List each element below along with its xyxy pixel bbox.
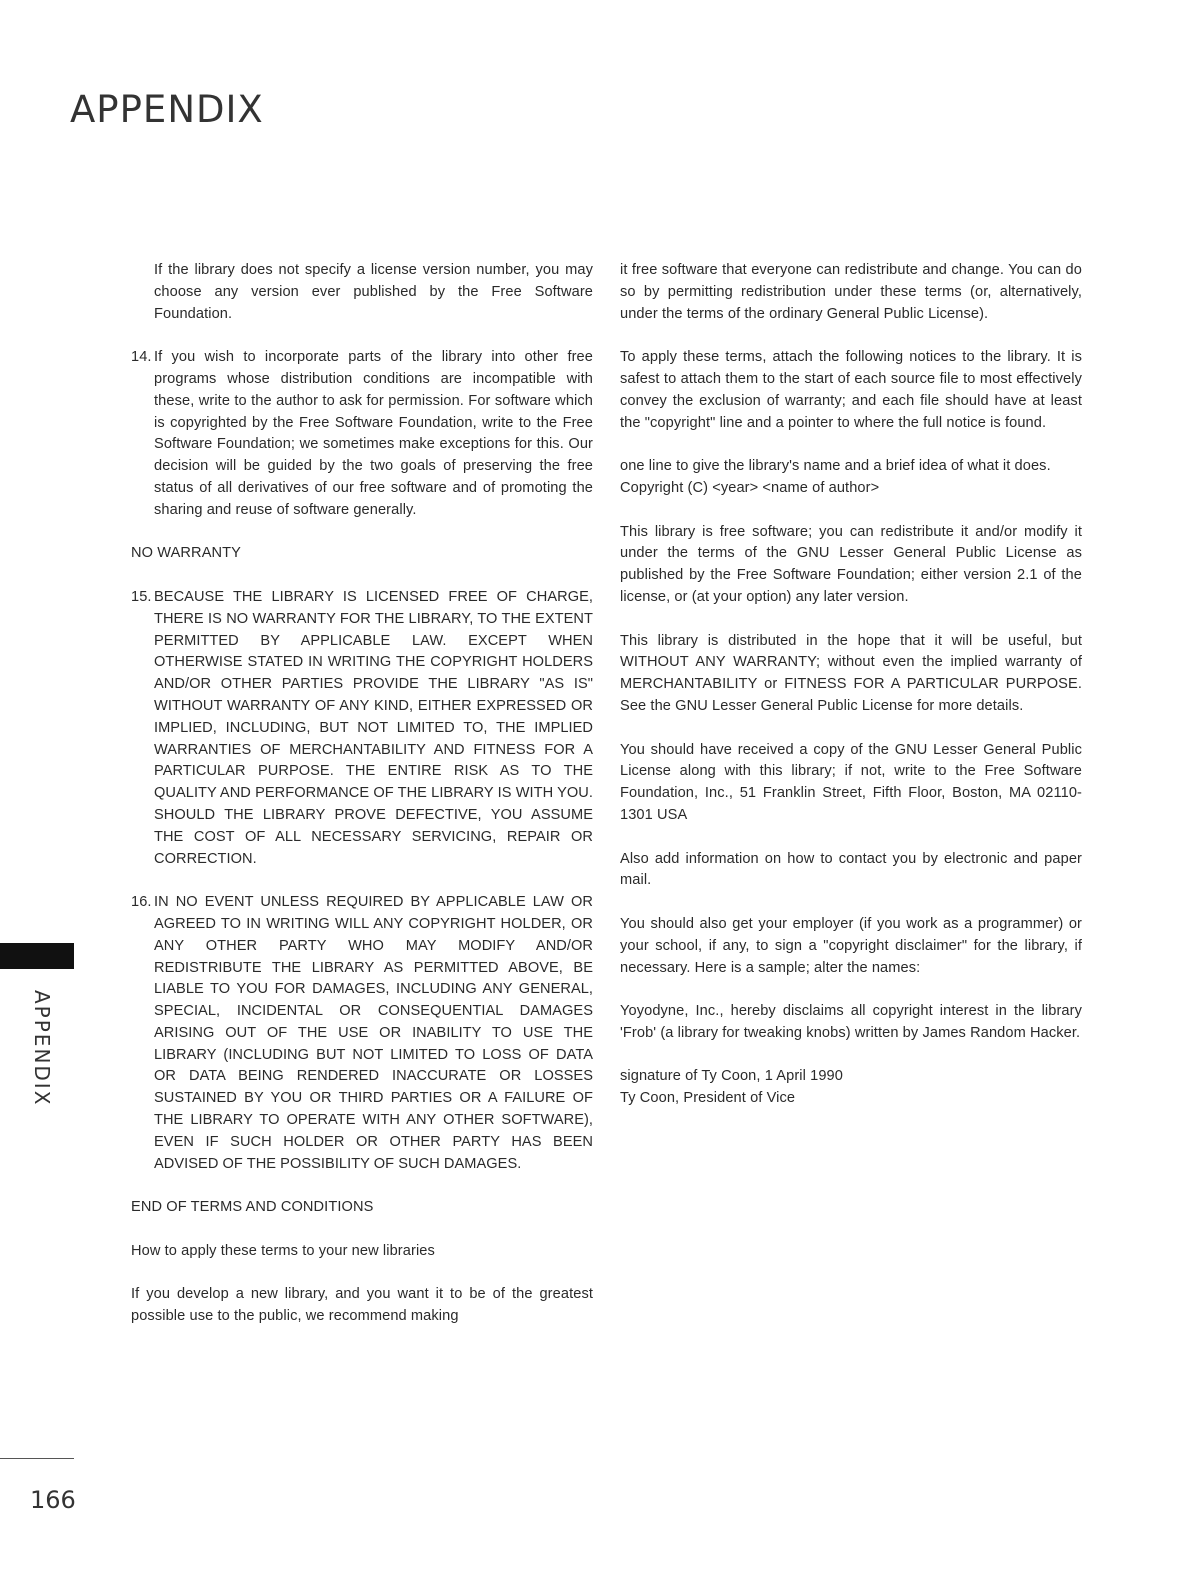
clause-number: 14. [131,349,152,366]
page-number-divider [0,1458,74,1459]
paragraph-apply: To apply these terms, attach the following notices to the library. It is safest to attach them to the start of each source file to most effectively convey the exclusion of warranty; and each file should have at least the "copyright" line and a pointer to where the full notice is found. [620,349,1082,431]
clause-text: IN NO EVENT UNLESS REQUIRED BY APPLICABLE LAW OR AGREED TO IN WRITING WILL ANY COPYRIGHT HOLDER, OR ANY OTHER PARTY WHO MAY MODIFY AND/OR REDISTRIBUTE THE LIBRARY AS PERMITTED ABOVE, BE LIABLE TO YOU FOR DAMAGES, INCLUDING ANY GENERAL, SPECIAL, INCIDENTAL OR CONSEQUENTIAL DAMAGES ARISING OUT OF THE USE OR INABILITY TO USE THE LIBRARY (INCLUDING BUT NOT LIMITED TO LOSS OF DATA OR DATA BEING RENDERED INACCURATE OR LOSSES SUSTAINED BY YOU OR THIRD PARTIES OR A FAILURE OF THE LIBRARY TO OPERATE WITH ANY OTHER SOFTWARE), EVEN IF SUCH HOLDER OR OTHER PARTY HAS BEEN ADVISED OF THE POSSIBILITY OF SUCH DAMAGES. [154,894,593,1172]
end-terms-heading: END OF TERMS AND CONDITIONS [131,1199,374,1216]
clause-16 [131,892,593,1175]
side-tab-marker [0,943,74,969]
clause-15 [131,587,593,870]
no-warranty-heading: NO WARRANTY [131,545,242,562]
page-title: APPENDIX [70,88,264,131]
paragraph-copyright: Copyright (C) <year> <name of author> [620,479,880,496]
clause-14 [131,347,593,521]
paragraph-free-software: it free software that everyone can redistribute and change. You can do so by permitting redistribution under these terms (or, alternatively, under the terms of the ordinary General Public License). [620,262,1082,322]
paragraph-library-free: This library is free software; you can redistribute it and/or modify it under the terms of the GNU Lesser General Public License as published by the Free Software Foundation; either version 2.1 of the license, or (at your option) any later version. [620,523,1082,605]
right-column [620,260,1082,1132]
paragraph-version: If the library does not specify a license version number, you may choose any version ever published by the Free Software Foundation. [154,262,593,322]
page-number: 166 [30,1486,76,1514]
paragraph-develop: If you develop a new library, and you want it to be of the greatest possible use to the public, we recommend making [131,1286,593,1325]
clause-number: 15. [131,588,152,605]
paragraph-signature: signature of Ty Coon, 1 April 1990 [620,1068,843,1085]
left-column [131,260,593,1328]
paragraph-employer: You should also get your employer (if you work as a programmer) or your school, if any, to sign a "copyright disclaimer" for the library, if necessary. Here is a sample; alter the names: [620,915,1082,976]
paragraph-yoyodyne: Yoyodyne, Inc., hereby disclaims all copyright interest in the library 'Frob' (a library for tweaking knobs) written by James Random Hacker. [620,1003,1082,1041]
how-to-apply-heading: How to apply these terms to your new libraries [131,1242,435,1259]
paragraph-distributed: This library is distributed in the hope that it will be useful, but WITHOUT ANY WARRANTY; without even the implied warranty of MERCHANTABILITY or FITNESS FOR A PARTICULAR PURPOSE. See the GNU Lesser General Public License for more details. [620,632,1082,714]
side-section-label: APPENDIX [30,990,54,1107]
paragraph-received: You should have received a copy of the GNU Lesser General Public License along with this library; if not, write to the Free Software Foundation, Inc., 51 Franklin Street, Fifth Floor, Boston, MA 02110-1301 USA [620,741,1082,823]
paragraph-contact: Also add information on how to contact you by electronic and paper mail. [620,850,1082,889]
clause-text: If you wish to incorporate parts of the library into other free programs whose distribution conditions are incompatible with these, write to the author to ask for permission. For software which is copyrighted by the Free Software Foundation, write to the Free Software Foundation; we sometimes make exceptions for this. Our decision will be guided by the two goals of preserving the free status of all derivatives of our free software and of promoting the sharing and reuse of software generally. [154,349,593,518]
clause-number: 16. [131,894,152,911]
paragraph-one-line: one line to give the library's name and a brief idea of what it does. [620,458,1051,475]
clause-text: BECAUSE THE LIBRARY IS LICENSED FREE OF CHARGE, THERE IS NO WARRANTY FOR THE LIBRARY, TO THE EXTENT PERMITTED BY APPLICABLE LAW. EXCEPT WHEN OTHERWISE STATED IN WRITING THE COPYRIGHT HOLDERS AND/OR OTHER PARTIES PROVIDE THE LIBRARY "AS IS" WITHOUT WARRANTY OF ANY KIND, EITHER EXPRESSED OR IMPLIED, INCLUDING, BUT NOT LIMITED TO, THE IMPLIED WARRANTIES OF MERCHANTABILITY AND FITNESS FOR A PARTICULAR PURPOSE. THE ENTIRE RISK AS TO THE QUALITY AND PERFORMANCE OF THE LIBRARY IS WITH YOU. SHOULD THE LIBRARY PROVE DEFECTIVE, YOU ASSUME THE COST OF ALL NECESSARY SERVICING, REPAIR OR CORRECTION. [154,588,593,867]
paragraph-ty-coon: Ty Coon, President of Vice [620,1090,796,1107]
